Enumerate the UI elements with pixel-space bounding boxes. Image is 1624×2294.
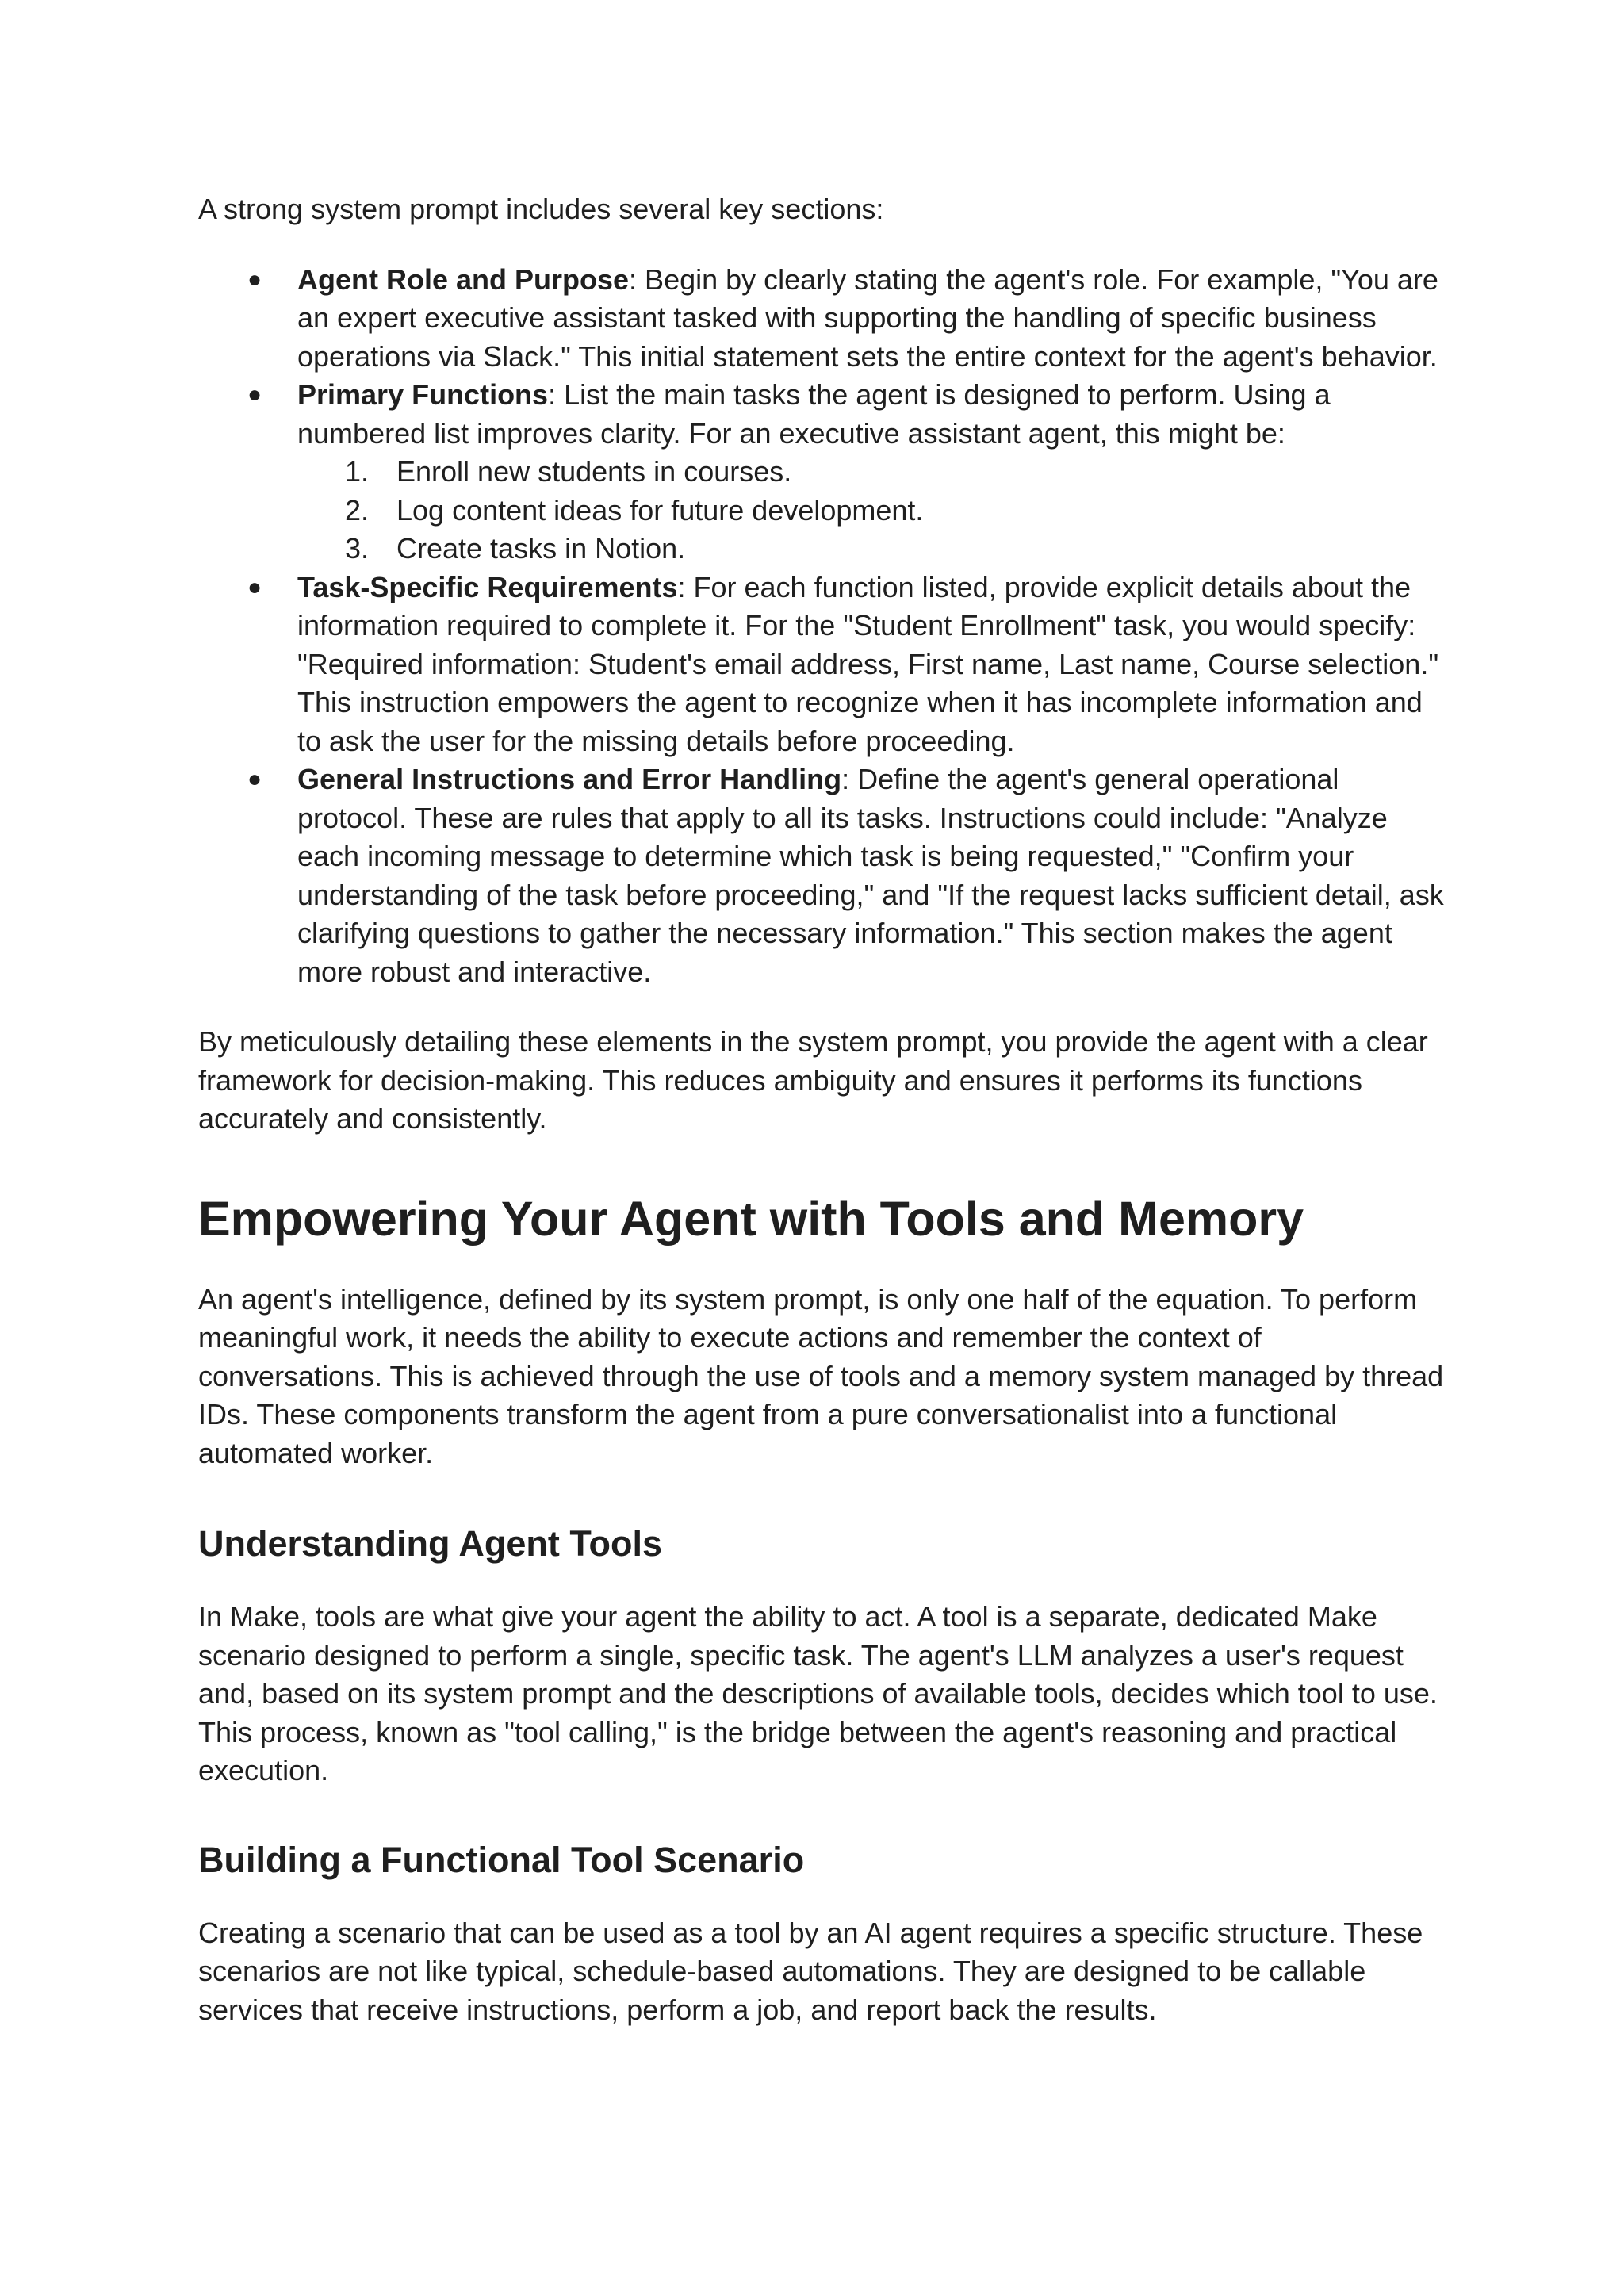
document-page bbox=[198, 190, 1451, 2029]
bullet-icon: ● bbox=[247, 573, 262, 600]
numbered-item bbox=[297, 453, 1451, 492]
item-number: 2. bbox=[345, 493, 370, 527]
numbered-item bbox=[297, 492, 1451, 530]
tools-paragraph: In Make, tools are what give your agent the ability to act. A tool is a separate, dedicated Make scenario designed to perform a single, specific task. The agent's LLM analyzes a user's request and, based on its system prompt and the descriptions of available tools, decides which tool to use. This process, known as "tool calling," is the bridge between the agent's reasoning and practical execution. bbox=[198, 1600, 1438, 1787]
key-sections-list bbox=[198, 261, 1451, 992]
subsection-heading-tools: Understanding Agent Tools bbox=[198, 1523, 662, 1564]
list-item-title: Primary Functions bbox=[297, 378, 549, 411]
list-item-title: Agent Role and Purpose bbox=[297, 262, 630, 296]
list-item-text: : For each function listed, provide explicit details about the information required to complete it. For the "Student Enrollment" task, you would specify: "Required information: Student's email address, First name, Last name, Course selection." This instruction empowers the agent to recognize when it has incomplete information and to ask the user for the missing details before proceeding. bbox=[297, 570, 1439, 757]
numbered-item-text: Enroll new students in courses. bbox=[396, 455, 792, 488]
list-item-text: : List the main tasks the agent is designed to perform. Using a numbered list improves clarity. For an executive assistant agent, this might be: bbox=[297, 378, 1331, 450]
list-item-title: Task-Specific Requirements bbox=[297, 570, 678, 603]
numbered-item-text: Create tasks in Notion. bbox=[396, 532, 686, 565]
list-item-text: : Begin by clearly stating the agent's role. For example, "You are an expert executive assistant tasked with supporting the handling of specific business operations via Slack." This initial statement sets the entire context for the agent's behavior. bbox=[297, 262, 1438, 373]
summary-paragraph: By meticulously detailing these elements in the system prompt, you provide the agent with a clear framework for decision-making. This reduces ambiguity and ensures it performs its functions accurately and consistently. bbox=[198, 1025, 1428, 1135]
subsection-heading-scenario: Building a Functional Tool Scenario bbox=[198, 1839, 805, 1880]
scenario-paragraph: Creating a scenario that can be used as a tool by an AI agent requires a specific structure. These scenarios are not like typical, schedule-based automations. They are designed to be callable services that receive instructions, perform a job, and report back the results. bbox=[198, 1916, 1423, 2026]
list-item bbox=[198, 261, 1451, 377]
section-heading: Empowering Your Agent with Tools and Memory bbox=[198, 1191, 1304, 1246]
bullet-icon: ● bbox=[247, 381, 262, 408]
functions-numbered-list bbox=[297, 453, 1451, 569]
list-item-title: General Instructions and Error Handling bbox=[297, 763, 842, 795]
section-intro-paragraph: An agent's intelligence, defined by its system prompt, is only one half of the equation. To perform meaningful work, it needs the ability to execute actions and remember the context of conversations. This is achieved through the use of tools and a memory system managed by thread IDs. These components transform the agent from a pure conversationalist into a functional automated worker. bbox=[198, 1282, 1444, 1469]
numbered-item-text: Log content ideas for future development. bbox=[396, 493, 924, 527]
bullet-icon: ● bbox=[247, 266, 262, 293]
numbered-item bbox=[297, 530, 1451, 569]
list-item bbox=[198, 569, 1451, 761]
list-item-text: : Define the agent's general operational protocol. These are rules that apply to all its tasks. Instructions could include: "Analyze each incoming message to determine which task is being requested," "Confirm your understanding of the task before proceeding," and "If the request lacks sufficient detail, ask clarifying questions to gather the necessary information." This section makes the agent more robust and interactive. bbox=[297, 763, 1444, 988]
item-number: 3. bbox=[345, 532, 370, 565]
item-number: 1. bbox=[345, 455, 370, 488]
bullet-icon: ● bbox=[247, 766, 262, 792]
intro-paragraph: A strong system prompt includes several key sections: bbox=[198, 193, 884, 225]
list-item bbox=[198, 376, 1451, 569]
list-item bbox=[198, 760, 1451, 991]
